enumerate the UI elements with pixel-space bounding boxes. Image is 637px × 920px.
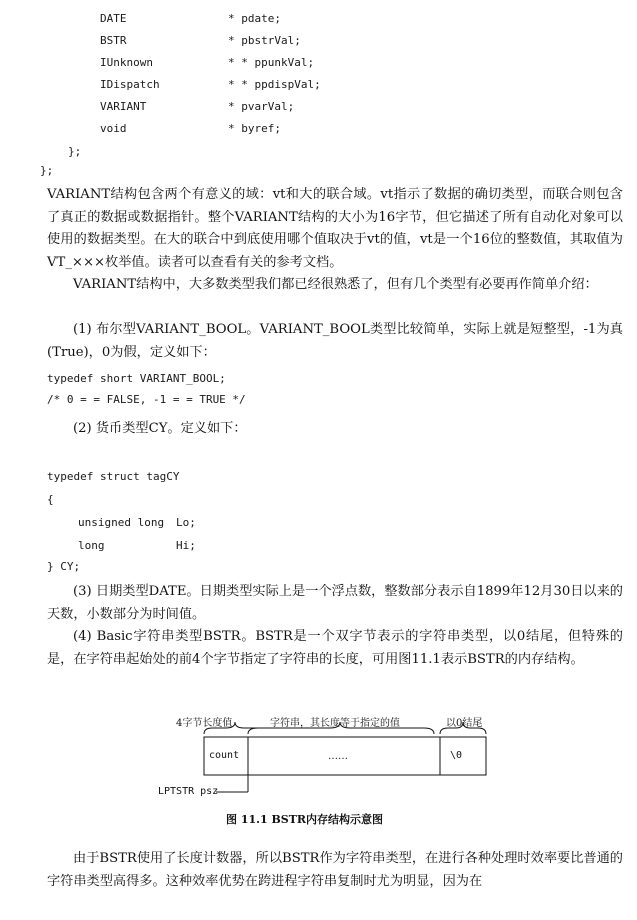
code-close-brace: }; bbox=[40, 164, 54, 177]
code-type: void bbox=[100, 122, 127, 135]
code-member: * * ppdispVal; bbox=[228, 78, 321, 91]
code-member: * pdate; bbox=[228, 12, 281, 25]
brace-length bbox=[204, 722, 258, 734]
item-date: (3) 日期类型DATE。日期类型实际上是一个浮点数，整数部分表示自1899年12月30日以来的天数，小数部分为时间值。 bbox=[47, 584, 623, 622]
cell-terminator: \0 bbox=[450, 750, 463, 761]
code-member: Hi; bbox=[176, 539, 196, 552]
item-bstr: (4) Basic字符串类型BSTR。BSTR是一个双字节表示的字符串类型，以0结尾，但特殊的是，在字符串起始处的前4个字节指定了字符串的长度，可用图11.1表示BSTR的内存结构。 bbox=[47, 629, 623, 667]
paragraph-bstr-efficiency: 由于BSTR使用了长度计数器，所以BSTR作为字符串类型，在进行各种处理时效率要比普通的字符串类型高得多。这种效率优势在跨进程字符串复制时尤为明显，因为在 bbox=[47, 851, 623, 889]
figure-label-terminator: 以0结尾 bbox=[446, 718, 483, 729]
code-member: * pbstrVal; bbox=[228, 34, 301, 47]
cell-count: count bbox=[209, 750, 240, 761]
code-member: * * ppunkVal; bbox=[228, 56, 315, 69]
code-close-brace: } CY; bbox=[47, 560, 81, 573]
figure-caption: 图 11.1 BSTR内存结构示意图 bbox=[226, 813, 384, 826]
code-open-brace: { bbox=[47, 493, 54, 506]
code-type: IUnknown bbox=[100, 56, 153, 69]
code-line: typedef short VARIANT_BOOL; bbox=[47, 372, 226, 385]
code-line: typedef struct tagCY bbox=[47, 470, 180, 483]
code-member: Lo; bbox=[176, 516, 196, 529]
code-type: VARIANT bbox=[100, 100, 147, 113]
figure-label-length: 4字节长度值 bbox=[176, 718, 233, 729]
code-member: * pvarVal; bbox=[228, 100, 295, 113]
brace-terminator bbox=[440, 722, 486, 734]
code-close-brace: }; bbox=[68, 145, 82, 158]
figure-label-string: 字符串，其长度等于指定的值 bbox=[270, 718, 400, 729]
code-type: BSTR bbox=[100, 34, 127, 47]
cell-string-dots: …… bbox=[328, 751, 348, 762]
code-type: long bbox=[78, 539, 105, 552]
paragraph-variant-structure: VARIANT结构包含两个有意义的域：vt和大的联合域。vt指示了数据的确切类型，而联合则包含了真正的数据或数据指针。整个VARIANT结构的大小为16字节，但它描述了所有自动化对象可以使用的数据类型。在大的联合中到底使用哪个值取决于vt的值，vt是一个16位的整数值，其取值为VT_×××枚举值。读者可以查看有关的参考文档。 bbox=[47, 187, 623, 270]
code-type: DATE bbox=[100, 12, 127, 25]
code-comment: /* 0 = = FALSE, -1 = = TRUE */ bbox=[47, 393, 246, 406]
brace-string bbox=[248, 722, 434, 734]
code-type: unsigned long bbox=[78, 516, 165, 529]
code-member: * byref; bbox=[228, 122, 281, 135]
item-variant-bool: (1) 布尔型VARIANT_BOOL。VARIANT_BOOL类型比较简单，实际上就是短整型，-1为真(True)，0为假，定义如下： bbox=[47, 322, 623, 360]
pointer-label: LPTSTR psz bbox=[158, 786, 219, 797]
item-currency-cy: (2) 货币类型CY。定义如下： bbox=[73, 421, 247, 436]
code-type: IDispatch bbox=[100, 78, 160, 91]
paragraph-variant-types: VARIANT结构中，大多数类型我们都已经很熟悉了，但有几个类型有必要再作简单介绍： bbox=[73, 277, 598, 292]
